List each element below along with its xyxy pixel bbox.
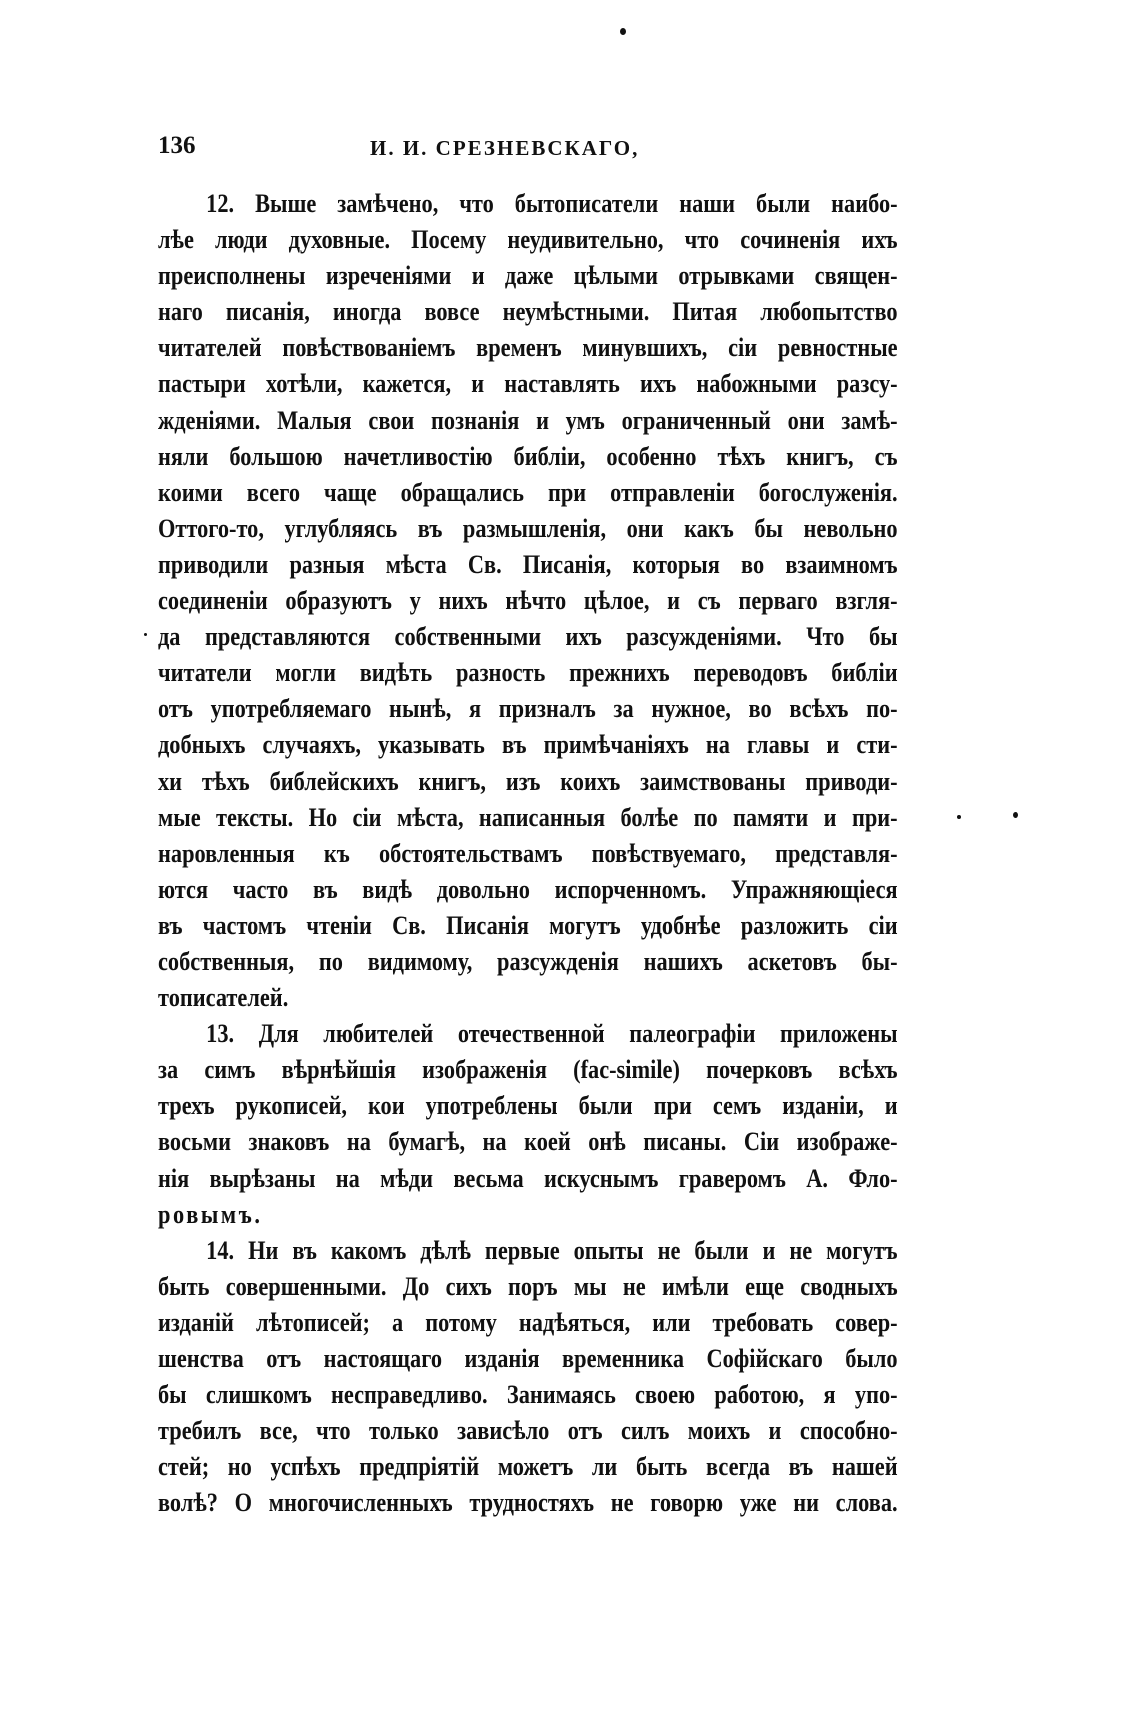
- text-line: въ частомъ чтеніи Св. Писанія могутъ удобнѣе разложить сіи: [158, 910, 898, 940]
- text-line: изданій лѣтописей; а потому надѣяться, или требовать совер-: [158, 1307, 898, 1337]
- text-line: наровленныя къ обстоятельствамъ повѣствуемаго, представля-: [158, 838, 898, 868]
- text-line: тописателей.: [158, 983, 289, 1013]
- text-line: стей; но успѣхъ предпріятій можетъ ли быть всегда въ нашей: [158, 1452, 898, 1482]
- text-line: 12. Выше замѣчено, что бытописатели наши были наибо-: [206, 189, 898, 218]
- text-line: пастыри хотѣли, кажется, и наставлять ихъ набожными разсу-: [158, 369, 898, 399]
- text-line: соединеніи образуютъ у нихъ нѣчто цѣлое, и съ перваго взгля-: [158, 586, 898, 616]
- text-line: добныхъ случаяхъ, указывать въ примѣчаніяхъ на главы и сти-: [158, 730, 898, 760]
- text-line: ровымъ.: [158, 1199, 263, 1229]
- text-line: нія вырѣзаны на мѣди весьма искуснымъ граверомъ А. Фло-: [158, 1163, 898, 1193]
- text-line: жденіями. Малыя свои познанія и умъ ограниченный они замѣ-: [158, 405, 898, 435]
- text-line: трехъ рукописей, кои употреблены были при семъ изданіи, и: [158, 1091, 898, 1121]
- text-line: наго писанія, иногда вовсе неумѣстными. Питая любопытство: [158, 297, 898, 327]
- text-line: восьми знаковъ на бумагѣ, на коей онѣ писаны. Сіи изображе-: [158, 1127, 898, 1157]
- text-line: лѣе люди духовные. Посему неудивительно, что сочиненія ихъ: [158, 225, 898, 255]
- text-line: да представляются собственными ихъ разсужденіями. Что бы: [158, 622, 898, 652]
- text-line: 14. Ни въ какомъ дѣлѣ первые опыты не были и не могутъ: [206, 1235, 898, 1265]
- text-line: шенства отъ настоящаго изданія временника Софійскаго было: [158, 1344, 898, 1373]
- text-line: Оттого-то, углубляясь въ размышленія, они какъ бы невольно: [158, 513, 898, 543]
- text-line: хи тѣхъ библейскихъ книгъ, изъ коихъ заимствованы приводи-: [158, 766, 898, 796]
- text-line: читателей повѣствованіемъ временъ минувшихъ, сіи ревностные: [158, 333, 898, 363]
- text-line: отъ употребляемаго нынѣ, я призналъ за нужное, во всѣхъ по-: [158, 694, 898, 724]
- text-line: быть совершенными. До сихъ поръ мы не имѣли еще сводныхъ: [158, 1271, 898, 1301]
- text-line: 13. Для любителей отечественной палеографіи приложены: [206, 1019, 898, 1049]
- page-body: [158, 186, 898, 1521]
- text-line: за симъ вѣрнѣйшія изображенія (fac-simile) почерковъ всѣхъ: [158, 1055, 898, 1085]
- text-line: волѣ? О многочисленныхъ трудностяхъ не говорю уже ни слова.: [158, 1488, 898, 1518]
- speck: [1013, 812, 1018, 818]
- text-line: ются часто въ видѣ довольно испорченномъ. Упражняющіеся: [158, 874, 898, 904]
- text-line: коими всего чаще обращались при отправленіи богослуженія.: [158, 477, 898, 507]
- text-line: собственныя, по видимому, разсужденія нашихъ аскетовъ бы-: [158, 946, 898, 976]
- page-number: 136: [158, 132, 196, 159]
- text-line: няли большою начетливостію библіи, особенно тѣхъ книгъ, съ: [158, 441, 898, 471]
- text-line: бы слишкомъ несправедливо. Занимаясь своею работою, я упо-: [158, 1380, 898, 1410]
- text-line: мые тексты. Но сіи мѣста, написанныя болѣе по памяти и при-: [158, 802, 898, 832]
- text-line: приводили разныя мѣста Св. Писанія, которыя во взаимномъ: [158, 549, 898, 579]
- speck: [144, 633, 147, 636]
- text-line: требилъ все, что только зависѣло отъ силъ моихъ и способно-: [158, 1416, 898, 1446]
- speck: [957, 815, 961, 819]
- speck: [620, 28, 626, 35]
- text-line: читатели могли видѣть разность прежнихъ переводовъ библіи: [158, 658, 898, 688]
- running-title: И. И. СРЕЗНЕВСКАГО,: [370, 136, 640, 160]
- text-line: преисполнены изреченіями и даже цѣлыми отрывками священ-: [158, 261, 898, 291]
